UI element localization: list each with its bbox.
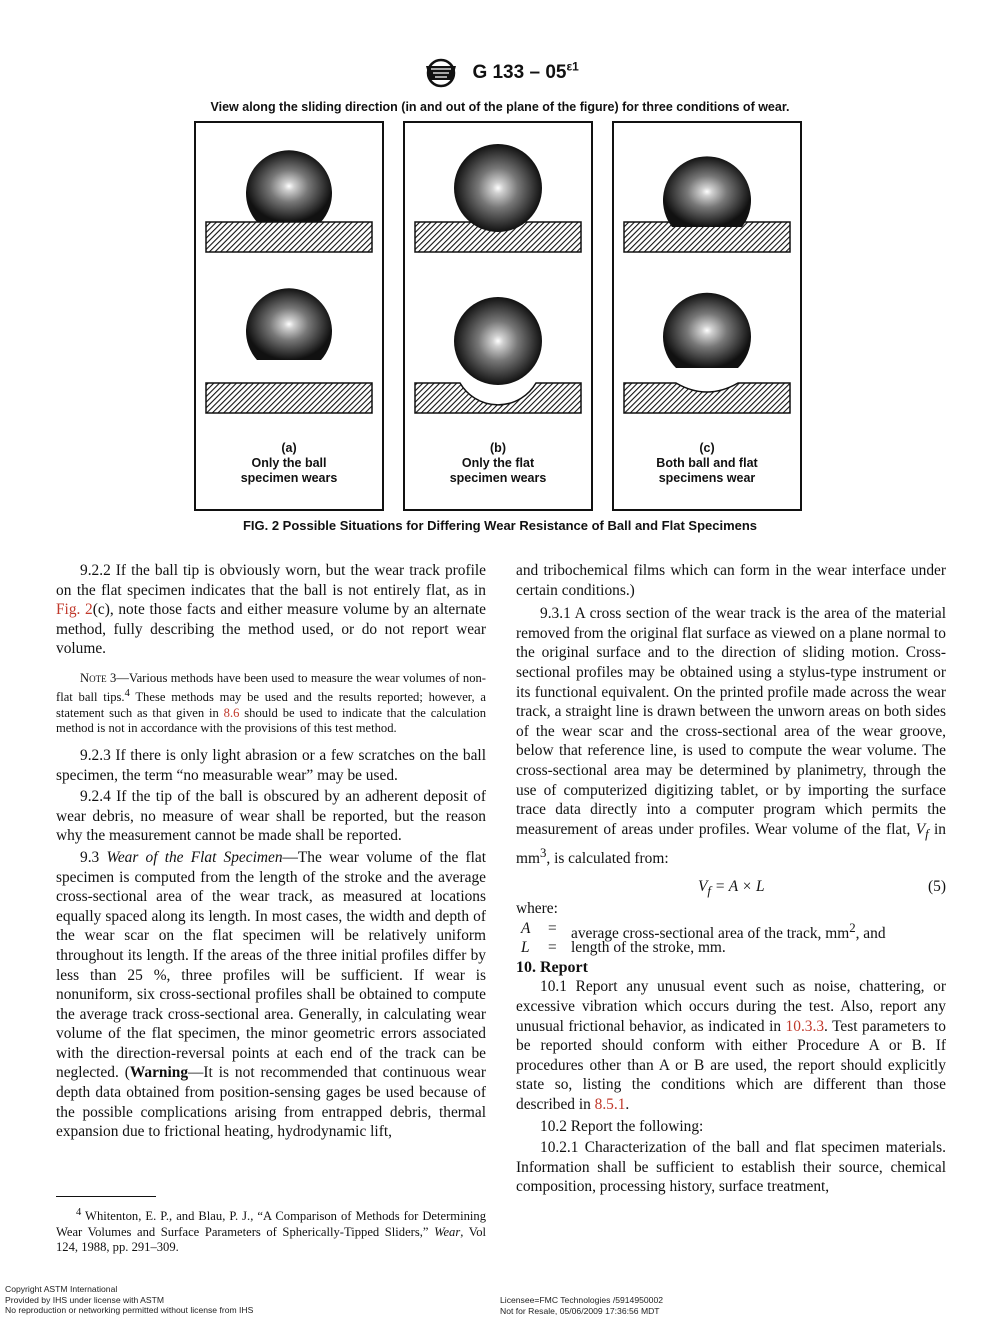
paragraph-9-3: 9.3 Wear of the Flat Specimen—The wear volume of the flat specimen is computed from the length of the stroke and the average cross-sectional area of the wear track, as measured at locations equally spaced along its length. In most cases, the width and depth of the wear scar on the flat specimen will be relatively uniform throughout its length. If the areas of the three initial profiles differ by less than 25 %, three profiles will be sufficient. If wear is nonuniform, six cross-sectional profiles shall be obtained to compute the average track cross-sectional area. Generally, in calculating wear volume of the flat specimen, the minor geometric errors associated with the direction-reversal points at each end of the track can be neglected. (Warning—It is not recommended that continuous wear depth data obtained from position-sensing gages be used because of the possible complications arising from entrapped debris, thermal expansion due to frictional heating, hydrodynamic lift, [56,848,486,1141]
paragraph-9-2-2: 9.2.2 If the ball tip is obviously worn, but the wear track profile on the flat specimen indicates that the ball is not entirely flat, as in Fig. 2(c), note those facts and either measure volume by an alternate method, fully describing the method used, or do not report wear volume. [56,562,487,658]
ball-top-worn [663,156,751,227]
figure-panel-a [194,121,384,511]
fig-2-link[interactable]: Fig. 2 [56,601,93,619]
figure-panel-c [612,121,802,511]
paragraph-10-1: 10.1 Report any unusual event such as noise, chattering, or excessive vibration which occurs during the test. Also, report any unusual frictional behavior, as indicated in 10.3.3. Test parameters to be reported should conform with either Procedure A or B. If procedures other than A or B are used, the report should explicitly state so, listing the conditions which are different than those described in 8.5.1. [516,978,946,1114]
equation-number: (5) [928,878,946,896]
section-10-heading: 10. Report [516,958,588,976]
definition-l: L = length of the stroke, mm. [521,939,726,957]
ball-bottom [454,297,542,385]
flat-bottom-grooved [624,383,790,413]
footnote-4: $^4$ Whitenton, E. P., and Blau, P. J., “A Comparison of Methods for Determining Wear Volumes and Surface Parameters of Spherically-Tipped Sliders,” Wear, Vol 124, 1988, pp. 291–309. [56,1207,487,1255]
footnote-rule [56,1196,156,1197]
panel-c-label: (c) Both ball and flat specimens wear [656,441,758,485]
flat-bottom [206,383,372,413]
note-3: Note 3—Various methods have been used to measure the wear volumes of non-flat ball tips.$^4$ These methods may be used and the results reported; however, a statement such as that given in 8.6 should be used to indicate that the calculation method is not in accordance with the provisions of this test method. [56,670,487,735]
ball-bottom-worn [246,288,332,360]
section-8-6-link[interactable]: 8.6 [223,705,240,720]
paragraph-9-2-3: 9.2.3 If there is only light abrasion or a few scratches on the ball specimen, the term “no measurable wear” may be used. [56,746,486,784]
ball-bottom-worn [663,293,751,368]
flat-bottom-grooved [415,383,581,413]
figure-panel-b [403,121,593,511]
paragraph-continuation: and tribochemical films which can form in the wear interface under certain conditions.) [516,562,946,599]
paragraph-9-2-4: 9.2.4 If the tip of the ball is obscured by an adherent deposit of wear debris, no measure of wear shall be reported, but the reason why the measurement cannot be made shall be reported. [56,788,486,845]
paragraph-10-2: 10.2 Report the following: [540,1117,704,1135]
equation-5: $V_f = A \times L$ (5) [698,878,946,899]
footer-copyright: Copyright ASTM International Provided by IHS under license with ASTM No reproduction or networking permitted without license from IHS [5,1284,254,1315]
panel-b-label: (b) Only the flat specimen wears [449,441,547,485]
where-label: where: [516,900,558,918]
footer-license: Licensee=FMC Technologies /5914950002 Not for Resale, 05/06/2009 17:36:56 MDT [500,1295,663,1316]
paragraph-9-3-1: 9.3.1 A cross section of the wear track is the area of the material removed from the original flat surface as viewed on a plane normal to the original surface and to the direction of sliding motion. Cross-sectional profiles may be obtained using a stylus-type instrument or its functional equivalent. On the printed profile made across the wear track, a straight line is drawn between the unworn areas on both sides of the wear scar and the cross-sectional area of the wear groove, below that reference line, is used to compute the wear volume. The cross-sectional area may be determined by planimetry, through the use of computerized digitizing tablet, or by importing the surface trace data directly into a computer program which permits the measurement of areas under profiles. Wear volume of the flat, $V_f$ in $mm^3$, is calculated from: [516,605,946,868]
document-header [0,58,1000,88]
section-10-3-3-link[interactable]: 10.3.3 [785,1017,825,1035]
standard-designation: G 133 – 05 [472,62,567,84]
paragraph-10-2-1: 10.2.1 Characterization of the ball and flat specimen materials. Information shall be sufficient to establish their source, chemical composition, processing history, surface treatment, [516,1139,946,1196]
astm-logo-icon [421,58,461,88]
definition-a: A = average cross-sectional area of the track, $mm^2$, and [521,919,886,942]
ball-top [454,144,542,232]
flat-top [206,222,372,252]
left-column [56,561,486,1142]
right-column [516,561,946,1197]
figure-top-caption: View along the sliding direction (in and out of the plane of the figure) for three conditions of wear. [210,100,790,114]
panel-a-label: (a) Only the ball specimen wears [240,441,338,485]
section-8-5-1-link[interactable]: 8.5.1 [594,1096,626,1114]
figure-caption: FIG. 2 Possible Situations for Differing Wear Resistance of Ball and Flat Specimens [242,518,758,533]
standard-superscript: ε1 [566,59,579,74]
ball-top-worn [246,150,332,222]
